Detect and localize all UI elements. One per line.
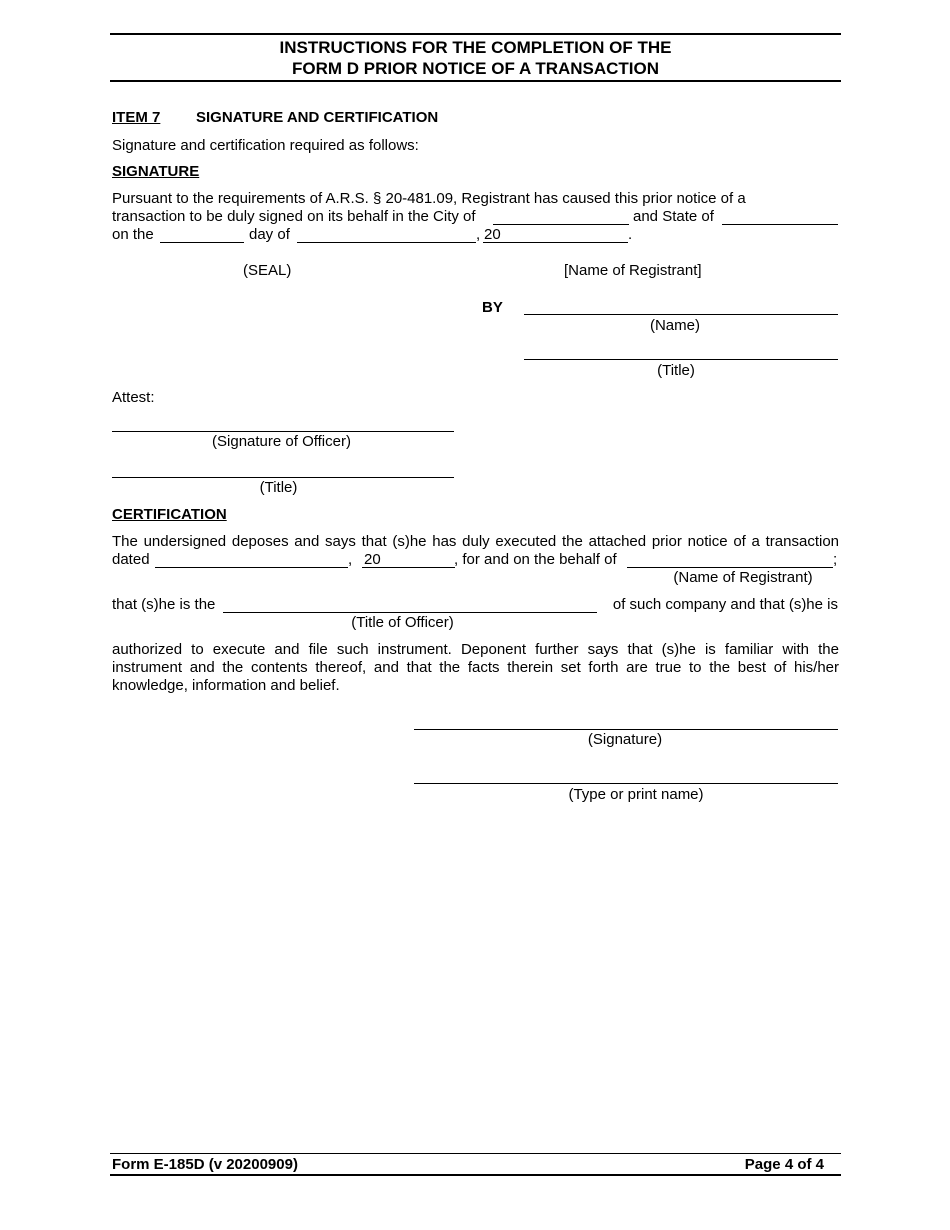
year-prefix: 20 <box>484 226 501 243</box>
registrant-label: [Name of Registrant] <box>564 262 702 279</box>
deponent-signature-line[interactable] <box>414 729 838 730</box>
page-title-line-2: FORM D PRIOR NOTICE OF A TRANSACTION <box>291 59 660 78</box>
signature-line-3-a: on the <box>112 226 154 243</box>
officer-title-line[interactable] <box>112 477 454 478</box>
seal-label: (SEAL) <box>243 262 292 279</box>
header-top-rule <box>110 33 841 35</box>
cert-year-prefix: 20 <box>364 551 381 568</box>
certification-line-2-end: ; <box>833 551 838 568</box>
signature-line-2-b: and State of <box>633 208 714 225</box>
name-signature-line[interactable] <box>524 314 838 315</box>
registrant-name-caption: (Name of Registrant) <box>673 569 813 586</box>
title-signature-line[interactable] <box>524 359 838 360</box>
year-blank[interactable] <box>483 242 628 243</box>
name-caption: (Name) <box>649 317 700 334</box>
officer-signature-line[interactable] <box>112 431 454 432</box>
officer-title-blank[interactable] <box>223 612 597 613</box>
signature-line-1: Pursuant to the requirements of A.R.S. § 20-481.09, Registrant has caused this prior notice of a <box>112 190 746 207</box>
item-intro: Signature and certification required as follows: <box>112 137 419 154</box>
attest-label: Attest: <box>112 389 155 406</box>
behalf-blank[interactable] <box>627 567 833 568</box>
title-caption: (Title) <box>657 362 695 379</box>
signature-line-3-end: . <box>628 226 633 243</box>
certification-line-2-a: dated <box>112 551 150 568</box>
certification-heading: CERTIFICATION <box>112 506 227 523</box>
signature-line-3-b: day of <box>249 226 290 243</box>
footer-bottom-rule <box>110 1174 841 1176</box>
certification-para-line-3: knowledge, information and belief. <box>112 677 340 694</box>
officer-title-of-officer-caption: (Title of Officer) <box>351 614 454 631</box>
certification-line-3-b: of such company and that (s)he is <box>612 596 838 613</box>
footer-form-id: Form E-185D (v 20200909) <box>112 1156 298 1173</box>
certification-para-line-2: instrument and the contents thereof, and that the facts therein set forth are true to the best of his/her <box>112 659 839 676</box>
state-blank[interactable] <box>722 224 838 225</box>
certification-para-line-1: authorized to execute and file such instrument. Deponent further says that (s)he is familiar with the <box>112 641 839 658</box>
signature-heading: SIGNATURE <box>112 163 200 180</box>
city-blank[interactable] <box>493 224 629 225</box>
month-blank[interactable] <box>297 242 476 243</box>
deponent-print-name-caption: (Type or print name) <box>568 786 704 803</box>
by-label: BY <box>482 299 503 316</box>
certification-line-2-comma: , <box>348 551 353 568</box>
header-bottom-rule <box>110 80 841 82</box>
page-title-line-1: INSTRUCTIONS FOR THE COMPLETION OF THE <box>279 38 672 57</box>
deponent-print-name-line[interactable] <box>414 783 838 784</box>
dated-blank[interactable] <box>155 567 348 568</box>
officer-signature-caption: (Signature of Officer) <box>212 433 351 450</box>
signature-line-2-a: transaction to be duly signed on its behalf in the City of <box>112 208 476 225</box>
officer-title-caption: (Title) <box>259 479 298 496</box>
footer-top-rule <box>110 1153 841 1154</box>
certification-line-1: The undersigned deposes and says that (s)he has duly executed the attached prior notice of a transaction <box>112 533 839 550</box>
footer-page-number: Page 4 of 4 <box>744 1156 824 1173</box>
signature-line-3-comma: , <box>476 226 481 243</box>
item-number: ITEM 7 <box>112 109 161 126</box>
deponent-signature-caption: (Signature) <box>587 731 663 748</box>
item-heading: SIGNATURE AND CERTIFICATION <box>196 109 439 126</box>
certification-line-2-b: , for and on the behalf of <box>454 551 617 568</box>
certification-line-3-a: that (s)he is the <box>112 596 216 613</box>
day-blank[interactable] <box>160 242 244 243</box>
